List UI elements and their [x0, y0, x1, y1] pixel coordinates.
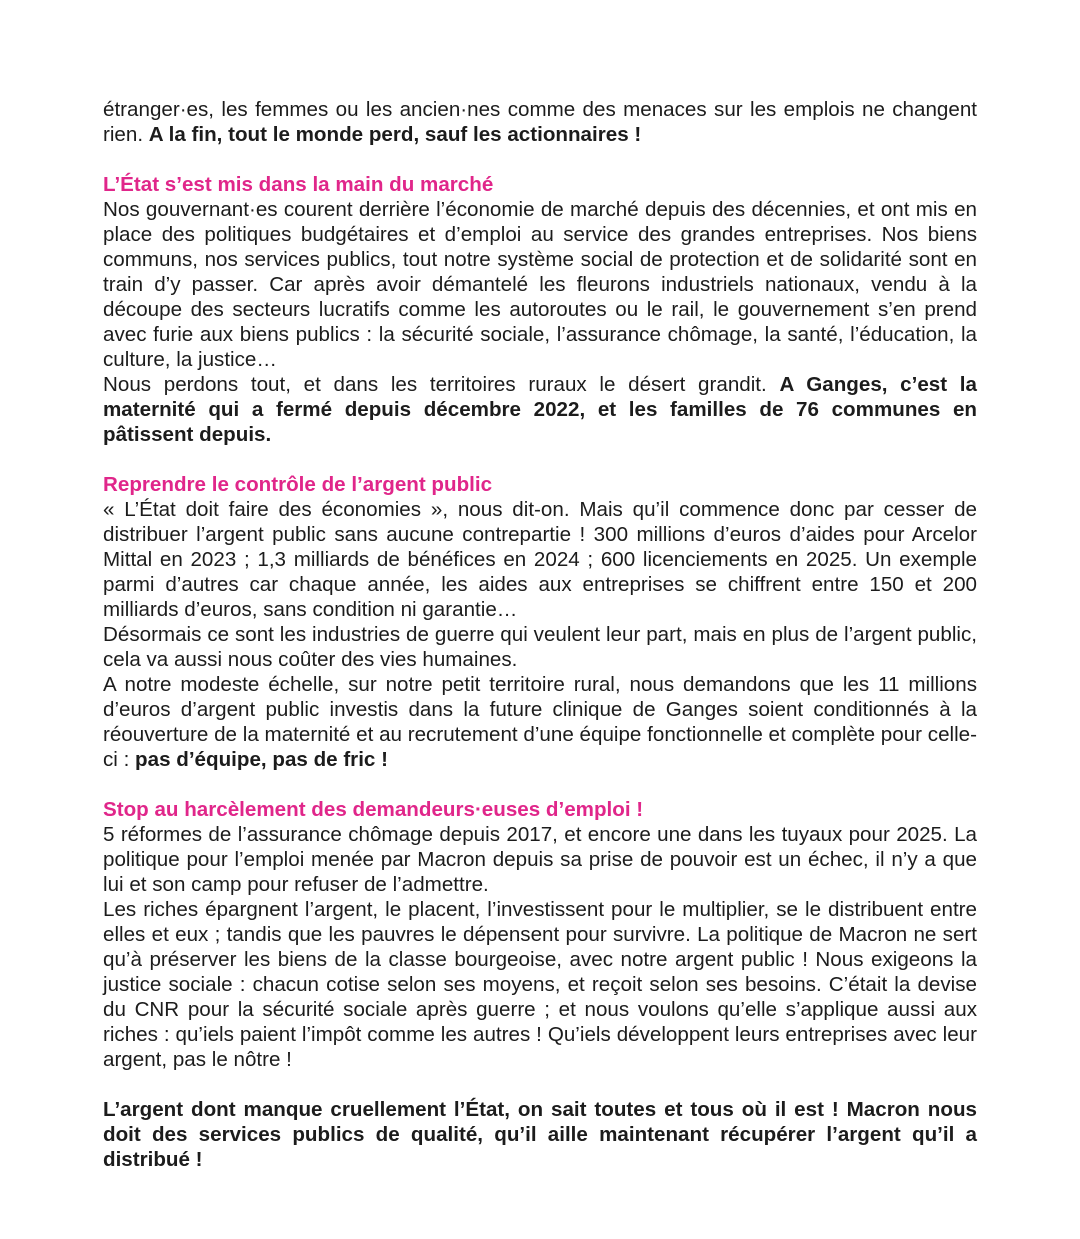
section1-paragraph-1: Nos gouvernant·es courent derrière l’économie de marché depuis des décennies, et ont mis en place des politiques budgétaires et d’emploi au service des grandes entreprises. Nos biens communs, nos services publics, tout notre système social de protection et de solidarité sont en train d’y passer. Car après avoir démantelé les fleurons industriels nationaux, vendu à la découpe des secteurs lucratifs comme les autoroutes ou le rail, le gouvernement s’en prend avec furie aux biens publics : la sécurité sociale, l’assurance chômage, la santé, l’éducation, la culture, la justice… [103, 198, 977, 371]
section2-p3-text: A notre modeste échelle, sur notre petit territoire rural, nous demandons que les 11 millions d’euros d’argent public investis dans la future clinique de Ganges soient conditionnés à la réouverture de la maternité et au recrutement d’une équipe fonctionnelle et complète pour celle-ci : [103, 673, 977, 771]
conclusion-paragraph [103, 1097, 977, 1172]
section3-paragraph-2: Les riches épargnent l’argent, le placent, l’investissent pour le multiplier, se le distribuent entre elles et eux ; tandis que les pauvres le dépensent pour survivre. La politique de Macron ne sert qu’à préserver les biens de la classe bourgeoise, avec notre argent public ! Nous exigeons la justice sociale : chacun cotise selon ses moyens, et reçoit selon ses besoins. C’était la devise du CNR pour la sécurité sociale après guerre ; et nous voulons qu’elle s’applique aussi aux riches : qu’iels paient l’impôt comme les autres ! Qu’iels développent leurs entreprises avec leur argent, pas le nôtre ! [103, 898, 977, 1071]
conclusion-bold: L’argent dont manque cruellement l’État, on sait toutes et tous où il est ! Macron nous doit des services publics de qualité, qu’il aille maintenant récupérer l’argent qu’il a distribué ! [103, 1098, 977, 1171]
section2-p3-bold: pas d’équipe, pas de fric ! [135, 748, 388, 771]
section1-p2-text: Nous perdons tout, et dans les territoires ruraux le désert grandit. [103, 373, 780, 396]
spacer [103, 447, 977, 472]
spacer [103, 147, 977, 172]
intro-bold: A la fin, tout le monde perd, sauf les actionnaires ! [148, 123, 642, 146]
intro-paragraph [103, 97, 977, 147]
section1-p2-bold: A Ganges, c’est la maternité qui a fermé depuis décembre 2022, et les familles de 76 communes en pâtissent depuis. [103, 373, 977, 446]
section2-paragraph-3 [103, 672, 977, 772]
section3-paragraph-1: 5 réformes de l’assurance chômage depuis 2017, et encore une dans les tuyaux pour 2025. La politique pour l’emploi menée par Macron depuis sa prise de pouvoir est un échec, il n’y a que lui et son camp pour refuser de l’admettre. [103, 823, 977, 896]
intro-text: étranger·es, les femmes ou les ancien·nes comme des menaces sur les emplois ne changent rien. [103, 98, 977, 146]
section2-heading: Reprendre le contrôle de l’argent public [103, 473, 493, 496]
section2-paragraph-2: Désormais ce sont les industries de guerre qui veulent leur part, mais en plus de l’argent public, cela va aussi nous coûter des vies humaines. [103, 623, 977, 671]
document-body [103, 97, 977, 1172]
spacer [103, 772, 977, 797]
section1-paragraph-2 [103, 372, 977, 447]
spacer [103, 1072, 977, 1097]
section2-paragraph-1: « L’État doit faire des économies », nous dit-on. Mais qu’il commence donc par cesser de distribuer l’argent public sans aucune contrepartie ! 300 millions d’euros d’aides pour Arcelor Mittal en 2023 ; 1,3 milliards de bénéfices en 2024 ; 600 licenciements en 2025. Un exemple parmi d’autres car chaque année, les aides aux entreprises se chiffrent entre 150 et 200 milliards d’euros, sans condition ni garantie… [103, 498, 977, 621]
section3-heading: Stop au harcèlement des demandeurs·euses d’emploi ! [103, 798, 644, 821]
section1-heading: L’État s’est mis dans la main du marché [103, 173, 494, 196]
